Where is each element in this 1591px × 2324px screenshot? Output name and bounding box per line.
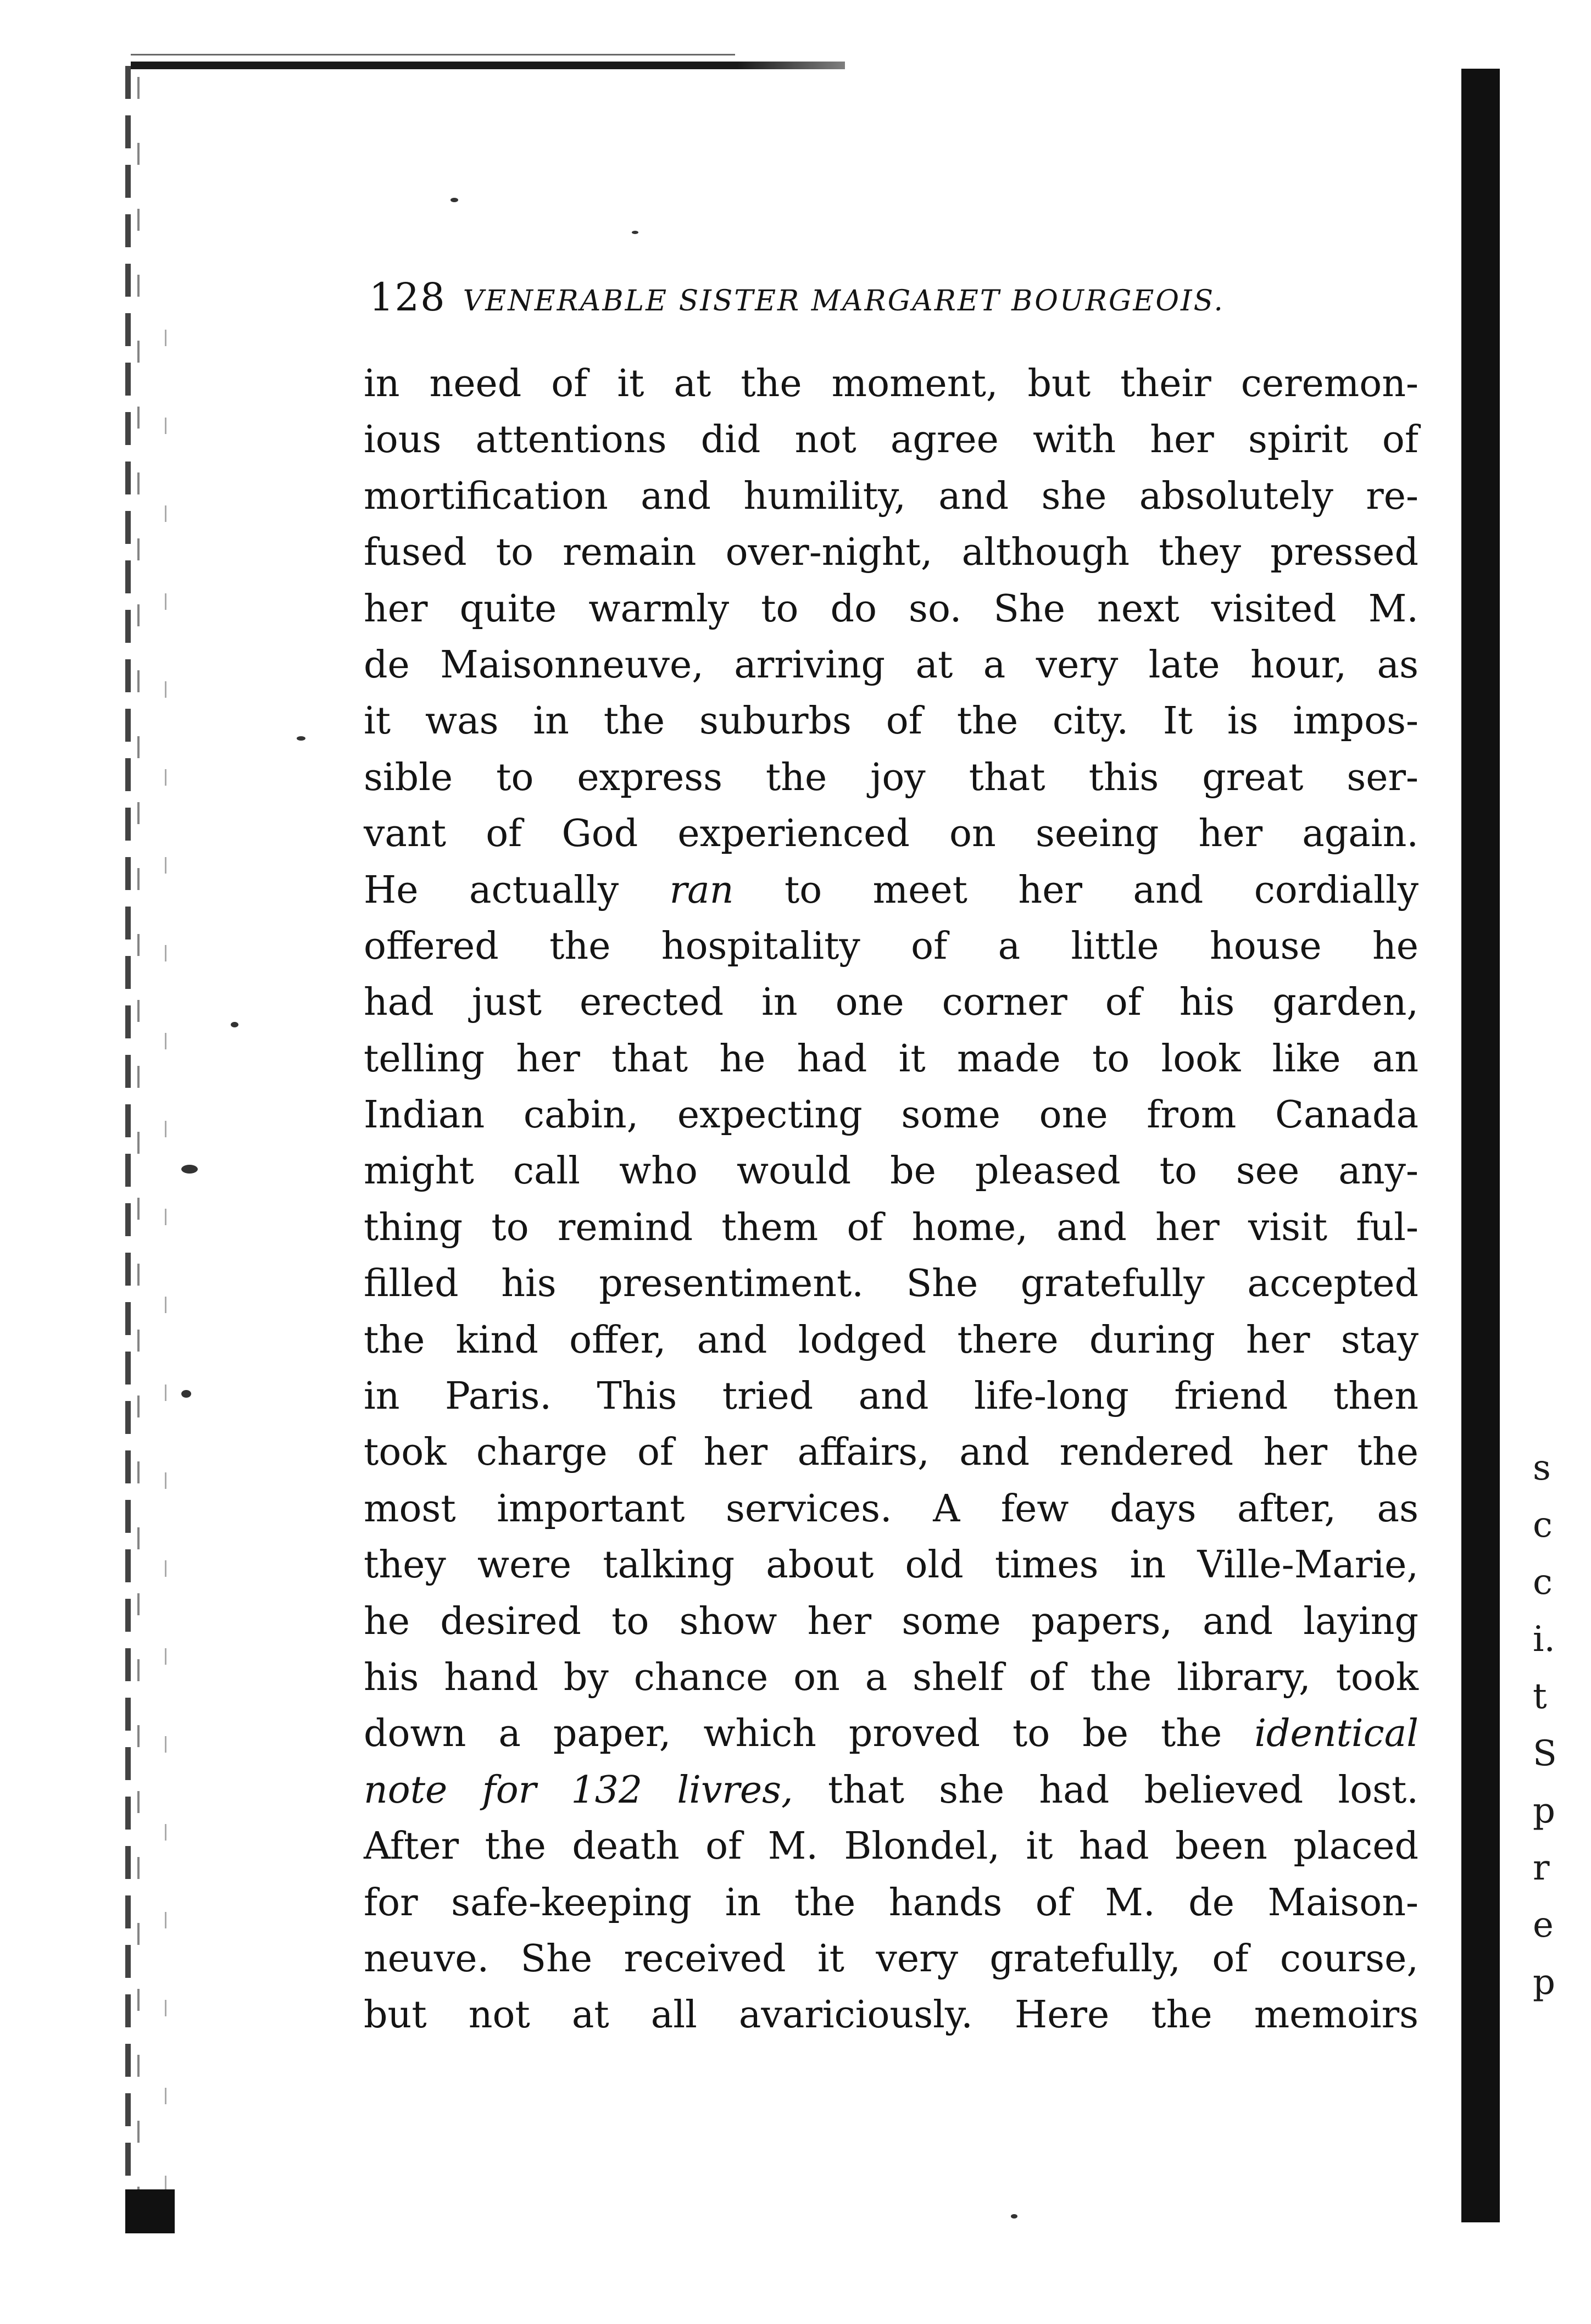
left-page-edge-shadow	[137, 77, 140, 2220]
text-line: they were talking about old times in Ville-Marie,	[364, 1543, 1418, 1587]
text-line: fused to remain over-night, although they pressed	[364, 531, 1418, 575]
text-line: Indian cabin, expecting some one from Canada	[364, 1093, 1418, 1137]
text-line: in need of it at the moment, but their ceremon-	[364, 362, 1418, 405]
text-line: had just erected in one corner of his garden,	[364, 981, 1418, 1025]
facing-page-letter: t	[1533, 1676, 1547, 1717]
text-line	[364, 1763, 1418, 1819]
running-header	[369, 275, 1413, 320]
text-line: most important services. A few days after, as	[364, 1487, 1418, 1531]
right-page-edge	[1461, 69, 1500, 2222]
text-line: neuve. She received it very gratefully, of course,	[364, 1937, 1418, 1981]
text-segment: down a paper, which proved to be the	[364, 1712, 1222, 1756]
facing-page-letter: p	[1533, 1962, 1555, 2003]
text-line	[364, 863, 1418, 919]
scan-speck	[450, 198, 458, 202]
scan-speck	[1011, 2214, 1017, 2219]
text-line: for safe-keeping in the hands of M. de Maison-	[364, 1881, 1418, 1925]
facing-page-letter: p	[1533, 1791, 1555, 1831]
scan-speck	[181, 1165, 198, 1174]
text-segment: that she had believed lost.	[827, 1768, 1418, 1812]
text-line: sible to express the joy that this great ser-	[364, 755, 1418, 799]
text-line: his hand by chance on a shelf of the library, took	[364, 1655, 1418, 1699]
facing-page-fragments	[1533, 1439, 1577, 2011]
text-segment: He actually	[364, 868, 619, 912]
facing-page-letter: i.	[1533, 1619, 1555, 1660]
italic-emphasis: identical	[1254, 1712, 1418, 1756]
scan-speck	[181, 1390, 191, 1398]
facing-page-letter: c	[1533, 1562, 1553, 1603]
text-line: vant of God experienced on seeing her again.	[364, 812, 1418, 856]
top-rule-thin	[131, 54, 735, 55]
text-line: filled his presentiment. She gratefully accepted	[364, 1262, 1418, 1306]
text-line: it was in the suburbs of the city. It is impos-	[364, 699, 1418, 743]
left-page-edge	[125, 66, 131, 2231]
text-line: might call who would be pleased to see any-	[364, 1149, 1418, 1193]
body-text	[364, 356, 1418, 2044]
facing-page-letter: S	[1533, 1733, 1557, 1774]
facing-page-letter: e	[1533, 1905, 1554, 1945]
text-line: took charge of her affairs, and rendered her the	[364, 1431, 1418, 1475]
scan-speck	[632, 231, 638, 234]
italic-emphasis: ran	[669, 868, 734, 912]
scan-speck	[231, 1022, 238, 1027]
page-number: 128	[369, 275, 446, 320]
text-line: in Paris. This tried and life-long friend then	[364, 1375, 1418, 1419]
text-line: ious attentions did not agree with her spirit of	[364, 418, 1418, 462]
text-line: de Maisonneuve, arriving at a very late hour, as	[364, 643, 1418, 687]
italic-emphasis: note for 132 livres,	[364, 1768, 793, 1812]
text-line: mortification and humility, and she absolutely re-	[364, 474, 1418, 518]
text-line: telling her that he had it made to look like an	[364, 1037, 1418, 1081]
text-line: After the death of M. Blondel, it had been placed	[364, 1825, 1418, 1869]
text-line: the kind offer, and lodged there during her stay	[364, 1318, 1418, 1362]
binding-corner	[125, 2189, 175, 2233]
text-segment: to meet her and cordially	[784, 868, 1418, 912]
facing-page-letter: c	[1533, 1505, 1553, 1545]
facing-page-letter: s	[1533, 1448, 1551, 1488]
text-line: thing to remind them of home, and her visit ful-	[364, 1205, 1418, 1249]
text-line	[364, 1706, 1418, 1762]
scan-speck	[297, 736, 305, 741]
text-line: offered the hospitality of a little house he	[364, 924, 1418, 968]
text-line: but not at all avariciously. Here the memoirs	[364, 1993, 1418, 2037]
facing-page-letter: r	[1533, 1848, 1550, 1888]
top-rule	[131, 62, 845, 69]
text-line: her quite warmly to do so. She next visited M.	[364, 587, 1418, 631]
left-page-edge-noise	[165, 330, 166, 2198]
running-title: VENERABLE SISTER MARGARET BOURGEOIS.	[463, 285, 1225, 318]
text-line: he desired to show her some papers, and laying	[364, 1599, 1418, 1643]
